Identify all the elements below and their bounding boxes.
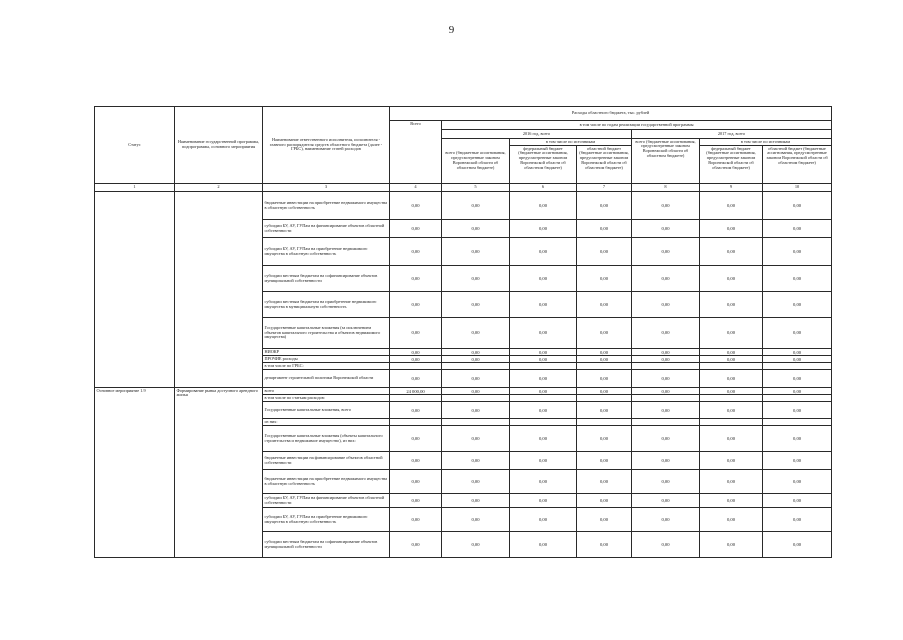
amount-cell: 0,00 bbox=[700, 349, 763, 356]
amount-cell: 0,00 bbox=[390, 192, 442, 220]
header-sources-2017: в том числе по источникам bbox=[700, 139, 832, 146]
expense-item-label: НИОКР bbox=[263, 349, 390, 356]
amount-cell: 0,00 bbox=[442, 532, 510, 558]
amount-cell: 0,00 bbox=[577, 402, 632, 419]
amount-cell: 0,00 bbox=[442, 370, 510, 388]
expense-item-label: субсидии местным бюджетам на софинансирование объектов муниципальной собственности bbox=[263, 266, 390, 292]
amount-cell bbox=[700, 395, 763, 402]
header-sources-2016: в том числе по источникам bbox=[510, 139, 632, 146]
header-program-name: Наименование государственной программы, подпрограммы, основного мероприятия bbox=[175, 107, 263, 184]
amount-cell: 0,00 bbox=[632, 508, 700, 532]
amount-cell bbox=[632, 419, 700, 426]
amount-cell: 0,00 bbox=[442, 318, 510, 349]
amount-cell: 0,00 bbox=[390, 220, 442, 238]
amount-cell: 0,00 bbox=[763, 292, 832, 318]
amount-cell: 0,00 bbox=[763, 238, 832, 266]
amount-cell: 0,00 bbox=[577, 508, 632, 532]
amount-cell: 0,00 bbox=[390, 508, 442, 532]
expense-item-label: Государственные капитальные вложения, всего bbox=[263, 402, 390, 419]
amount-cell: 0,00 bbox=[442, 238, 510, 266]
amount-cell: 0,00 bbox=[577, 426, 632, 452]
amount-cell: 0,00 bbox=[763, 349, 832, 356]
amount-cell: 0,00 bbox=[632, 452, 700, 470]
amount-cell: 0,00 bbox=[763, 220, 832, 238]
empty-cell bbox=[510, 363, 577, 370]
amount-cell: 0,00 bbox=[763, 266, 832, 292]
amount-cell: 0,00 bbox=[577, 238, 632, 266]
amount-cell: 0,00 bbox=[510, 426, 577, 452]
header-expenses-title: Расходы областного бюджета, тыс. рублей bbox=[390, 107, 832, 121]
amount-cell: 0,00 bbox=[442, 470, 510, 494]
amount-cell: 0,00 bbox=[700, 470, 763, 494]
table-body-event-1-9 bbox=[95, 388, 832, 558]
empty-cell bbox=[700, 363, 763, 370]
expense-item-label: Государственные капитальные вложения (за исключением объектов капитального строительства и объектов недвижимого имущества) bbox=[263, 318, 390, 349]
budget-table bbox=[94, 106, 832, 558]
header-subtotal-2017: всего (бюджетные ассигнования, предусмотренные законом Воронежской области об областном бюджете) bbox=[632, 139, 700, 184]
amount-cell: 0,00 bbox=[632, 220, 700, 238]
amount-cell: 0,00 bbox=[510, 238, 577, 266]
amount-cell: 0,00 bbox=[390, 349, 442, 356]
amount-cell: 0,00 bbox=[632, 318, 700, 349]
event-status-cell: Основное мероприятие 1.9 bbox=[95, 388, 175, 558]
amount-cell: 0,00 bbox=[577, 494, 632, 508]
expense-item-label: бюджетные инвестиции на приобретение недвижимого имущества в областную собственность bbox=[263, 192, 390, 220]
header-executor: Наименование ответственного исполнителя, исполнителя - главного распорядителя средств областного бюджета (далее - ГРБС), наименование статей расходов bbox=[263, 107, 390, 184]
header-year-2016: 2016 год, всего bbox=[442, 130, 632, 139]
amount-cell: 0,00 bbox=[390, 494, 442, 508]
amount-cell: 0,00 bbox=[390, 402, 442, 419]
amount-cell: 0,00 bbox=[577, 266, 632, 292]
expense-item-label: ПРОЧИЕ расходы bbox=[263, 356, 390, 363]
column-number: 9 bbox=[700, 184, 763, 192]
amount-cell: 0,00 bbox=[632, 426, 700, 452]
table-row bbox=[95, 388, 832, 395]
expense-item-label: в том числе по статьям расходов: bbox=[263, 395, 390, 402]
amount-cell: 0,00 bbox=[390, 292, 442, 318]
amount-cell: 0,00 bbox=[700, 532, 763, 558]
amount-cell: 0,00 bbox=[632, 266, 700, 292]
amount-cell: 0,00 bbox=[442, 220, 510, 238]
amount-cell: 0,00 bbox=[390, 318, 442, 349]
amount-cell: 0,00 bbox=[632, 349, 700, 356]
amount-cell: 0,00 bbox=[390, 370, 442, 388]
amount-cell: 0,00 bbox=[700, 508, 763, 532]
amount-cell: 0,00 bbox=[442, 356, 510, 363]
amount-cell: 0,00 bbox=[700, 426, 763, 452]
amount-cell: 0,00 bbox=[700, 402, 763, 419]
amount-cell bbox=[442, 419, 510, 426]
amount-cell: 0,00 bbox=[442, 426, 510, 452]
amount-cell: 0,00 bbox=[442, 349, 510, 356]
amount-cell: 0,00 bbox=[510, 370, 577, 388]
column-number: 7 bbox=[577, 184, 632, 192]
amount-cell: 0,00 bbox=[390, 356, 442, 363]
column-number: 1 bbox=[95, 184, 175, 192]
expense-item-label: Государственные капитальные вложения (объекты капитального строительства и недвижимое имущество), из них: bbox=[263, 426, 390, 452]
amount-cell bbox=[763, 395, 832, 402]
amount-cell: 0,00 bbox=[390, 470, 442, 494]
amount-cell: 0,00 bbox=[510, 318, 577, 349]
amount-cell: 0,00 bbox=[577, 292, 632, 318]
grbs-label: в том числе по ГРБС: bbox=[263, 363, 390, 370]
amount-cell: 0,00 bbox=[700, 370, 763, 388]
amount-cell: 0,00 bbox=[442, 266, 510, 292]
amount-cell: 0,00 bbox=[442, 494, 510, 508]
amount-cell: 0,00 bbox=[700, 356, 763, 363]
amount-cell: 0,00 bbox=[700, 494, 763, 508]
amount-cell: 0,00 bbox=[577, 318, 632, 349]
amount-cell: 0,00 bbox=[510, 292, 577, 318]
empty-cell bbox=[390, 363, 442, 370]
status-cell bbox=[95, 192, 175, 388]
expense-item-label: субсидии местным бюджетам на софинансирование объектов муниципальной собственности bbox=[263, 532, 390, 558]
amount-cell: 0,00 bbox=[510, 356, 577, 363]
amount-cell: 0,00 bbox=[763, 192, 832, 220]
amount-cell: 0,00 bbox=[632, 494, 700, 508]
amount-cell: 0,00 bbox=[700, 292, 763, 318]
expense-item-label: из них: bbox=[263, 419, 390, 426]
amount-cell: 0,00 bbox=[763, 508, 832, 532]
header-federal-2016: федеральный бюджет (бюджетные ассигнования, предусмотренные законом Воронежской области об областном бюджете) bbox=[510, 146, 577, 184]
column-number: 3 bbox=[263, 184, 390, 192]
amount-cell: 0,00 bbox=[632, 388, 700, 395]
amount-cell: 0,00 bbox=[632, 470, 700, 494]
amount-cell: 0,00 bbox=[763, 356, 832, 363]
amount-cell: 0,00 bbox=[510, 494, 577, 508]
amount-cell bbox=[632, 395, 700, 402]
amount-cell bbox=[510, 419, 577, 426]
amount-cell: 0,00 bbox=[632, 402, 700, 419]
column-number-row bbox=[95, 184, 832, 192]
empty-cell bbox=[632, 363, 700, 370]
header-year-2017: 2017 год, всего bbox=[632, 130, 832, 139]
empty-cell bbox=[763, 363, 832, 370]
amount-cell: 0,00 bbox=[632, 532, 700, 558]
amount-cell bbox=[390, 395, 442, 402]
header-subtotal-2016: всего (бюджетные ассигнования, предусмотренные законом Воронежской области об областном бюджете) bbox=[442, 139, 510, 184]
amount-cell: 0,00 bbox=[632, 370, 700, 388]
amount-cell: 0,00 bbox=[700, 318, 763, 349]
amount-cell: 0,00 bbox=[763, 494, 832, 508]
amount-cell bbox=[442, 395, 510, 402]
amount-cell: 0,00 bbox=[510, 220, 577, 238]
table-header bbox=[95, 107, 832, 192]
amount-cell bbox=[390, 419, 442, 426]
amount-cell: 0,00 bbox=[632, 292, 700, 318]
amount-cell: 0,00 bbox=[700, 266, 763, 292]
amount-cell: 0,00 bbox=[763, 426, 832, 452]
page-number: 9 bbox=[448, 24, 455, 36]
header-by-years: в том числе по годам реализации государственной программы bbox=[442, 121, 832, 130]
amount-cell: 0,00 bbox=[700, 220, 763, 238]
program-name-cell bbox=[175, 192, 263, 388]
amount-cell bbox=[763, 419, 832, 426]
header-regional-2017: областной бюджет (бюджетные ассигнования, предусмотренные законом Воронежской области об областном бюджете) bbox=[763, 146, 832, 184]
table-row bbox=[95, 192, 832, 220]
amount-cell: 0,00 bbox=[510, 266, 577, 292]
amount-cell: 0,00 bbox=[577, 452, 632, 470]
amount-cell: 0,00 bbox=[442, 508, 510, 532]
amount-cell: 0,00 bbox=[390, 532, 442, 558]
amount-cell: 0,00 bbox=[510, 470, 577, 494]
expense-item-label: субсидии местным бюджетам на приобретение недвижимого имущества в муниципальную собственность bbox=[263, 292, 390, 318]
amount-cell: 0,00 bbox=[763, 370, 832, 388]
amount-cell: 0,00 bbox=[763, 470, 832, 494]
amount-cell: 0,00 bbox=[700, 192, 763, 220]
amount-cell bbox=[577, 395, 632, 402]
amount-cell: 0,00 bbox=[577, 356, 632, 363]
amount-cell: 0,00 bbox=[700, 388, 763, 395]
header-status: Статус bbox=[95, 107, 175, 184]
expense-item-label: департамент строительной политики Воронежской области bbox=[263, 370, 390, 388]
amount-cell: 0,00 bbox=[442, 192, 510, 220]
amount-cell: 0,00 bbox=[510, 532, 577, 558]
amount-cell: 0,00 bbox=[763, 532, 832, 558]
amount-cell: 0,00 bbox=[763, 402, 832, 419]
expense-item-label: всего bbox=[263, 388, 390, 395]
amount-cell: 0,00 bbox=[390, 452, 442, 470]
amount-cell: 0,00 bbox=[763, 318, 832, 349]
expense-item-label: субсидии БУ, АУ, ГУПам на финансирование объектов областной собственности bbox=[263, 220, 390, 238]
amount-cell: 0,00 bbox=[510, 192, 577, 220]
amount-cell: 0,00 bbox=[700, 238, 763, 266]
column-number: 2 bbox=[175, 184, 263, 192]
column-number: 8 bbox=[632, 184, 700, 192]
column-number: 4 bbox=[390, 184, 442, 192]
amount-cell: 0,00 bbox=[510, 349, 577, 356]
empty-cell bbox=[577, 363, 632, 370]
amount-cell: 24 000,00 bbox=[390, 388, 442, 395]
header-total: Всего bbox=[390, 121, 442, 184]
amount-cell: 0,00 bbox=[632, 238, 700, 266]
amount-cell: 0,00 bbox=[442, 402, 510, 419]
amount-cell: 0,00 bbox=[577, 349, 632, 356]
empty-cell bbox=[442, 363, 510, 370]
column-number: 10 bbox=[763, 184, 832, 192]
amount-cell: 0,00 bbox=[442, 452, 510, 470]
amount-cell: 0,00 bbox=[442, 292, 510, 318]
amount-cell: 0,00 bbox=[510, 388, 577, 395]
amount-cell: 0,00 bbox=[763, 452, 832, 470]
amount-cell: 0,00 bbox=[510, 402, 577, 419]
expense-item-label: бюджетные инвестиции на финансирование объектов областной собственности bbox=[263, 452, 390, 470]
amount-cell: 0,00 bbox=[577, 370, 632, 388]
amount-cell: 0,00 bbox=[700, 452, 763, 470]
amount-cell: 0,00 bbox=[510, 508, 577, 532]
event-name-cell: Формирование рынка доступного арендного жилья bbox=[175, 388, 263, 558]
amount-cell: 0,00 bbox=[763, 388, 832, 395]
amount-cell: 0,00 bbox=[577, 470, 632, 494]
table-body-continued bbox=[95, 192, 832, 388]
amount-cell: 0,00 bbox=[577, 388, 632, 395]
amount-cell: 0,00 bbox=[632, 356, 700, 363]
amount-cell: 0,00 bbox=[390, 426, 442, 452]
amount-cell: 0,00 bbox=[442, 388, 510, 395]
amount-cell: 0,00 bbox=[577, 220, 632, 238]
amount-cell: 0,00 bbox=[577, 192, 632, 220]
amount-cell: 0,00 bbox=[632, 192, 700, 220]
expense-item-label: бюджетные инвестиции на приобретение недвижимого имущества в областную собственность bbox=[263, 470, 390, 494]
amount-cell bbox=[577, 419, 632, 426]
amount-cell: 0,00 bbox=[390, 238, 442, 266]
column-number: 5 bbox=[442, 184, 510, 192]
expense-item-label: субсидии БУ, АУ, ГУПам на приобретение недвижимого имущества в областную собственность bbox=[263, 508, 390, 532]
column-number: 6 bbox=[510, 184, 577, 192]
header-regional-2016: областной бюджет (бюджетные ассигнования, предусмотренные законом Воронежской области об областном бюджете) bbox=[577, 146, 632, 184]
amount-cell bbox=[700, 419, 763, 426]
amount-cell: 0,00 bbox=[510, 452, 577, 470]
amount-cell: 0,00 bbox=[390, 266, 442, 292]
header-federal-2017: федеральный бюджет (бюджетные ассигнования, предусмотренные законом Воронежской области об областном бюджете) bbox=[700, 146, 763, 184]
amount-cell: 0,00 bbox=[577, 532, 632, 558]
expense-item-label: субсидии БУ, АУ, ГУПам на финансирование объектов областной собственности bbox=[263, 494, 390, 508]
expense-item-label: субсидии БУ, АУ, ГУПам на приобретение недвижимого имущества в областную собственность bbox=[263, 238, 390, 266]
amount-cell bbox=[510, 395, 577, 402]
